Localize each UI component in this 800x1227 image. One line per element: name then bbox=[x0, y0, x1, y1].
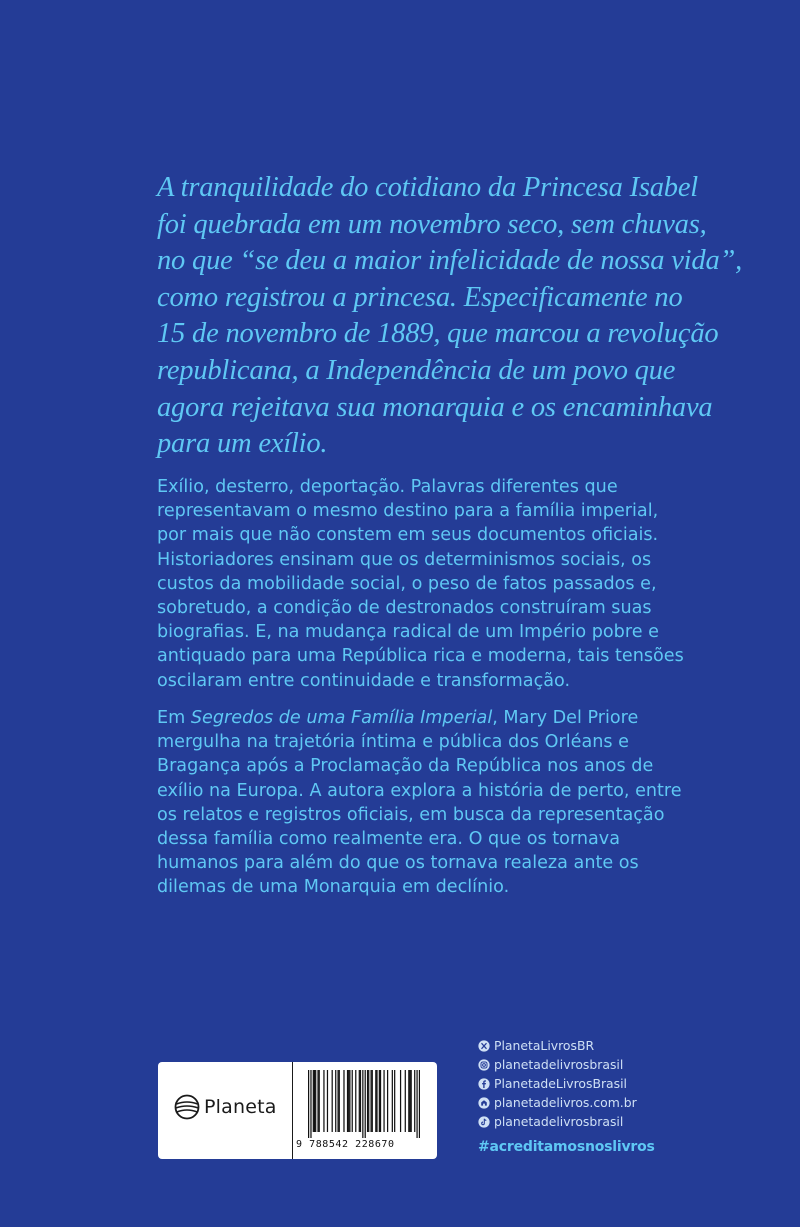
publisher-name: Planeta bbox=[204, 1096, 277, 1118]
social-handle[interactable]: planetadelivros.com.br bbox=[494, 1095, 637, 1110]
barcode-bar bbox=[308, 1070, 309, 1138]
paragraph-line: os relatos e registros oficiais, em busca da representação bbox=[157, 804, 665, 825]
pull-quote bbox=[157, 170, 743, 463]
barcode-bar bbox=[370, 1070, 371, 1132]
facebook-icon bbox=[478, 1078, 490, 1090]
barcode-bar bbox=[416, 1070, 417, 1138]
social-handle[interactable]: planetadelivrosbrasil bbox=[494, 1057, 624, 1072]
isbn-barcode bbox=[308, 1070, 420, 1138]
quote-line: como registrou a princesa. Especificamente no bbox=[157, 281, 683, 313]
quote-line: A tranquilidade do cotidiano da Princesa Isabel bbox=[157, 172, 699, 203]
paragraph-first-line bbox=[157, 706, 717, 730]
barcode-bar bbox=[379, 1070, 380, 1132]
barcode-bar bbox=[367, 1070, 368, 1132]
paragraph-line: biografias. E, na mudança radical de um Império pobre e bbox=[157, 622, 659, 643]
quote-line: foi quebrada em um novembro seco, sem chuvas, bbox=[157, 208, 707, 240]
barcode-bar bbox=[408, 1070, 409, 1132]
barcode-bar bbox=[314, 1070, 315, 1132]
barcode-bar bbox=[400, 1070, 401, 1132]
barcode-bar bbox=[349, 1070, 350, 1132]
paragraph-line: custos da mobilidade social, o peso de fatos passados e, bbox=[157, 573, 657, 594]
social-item-instagram[interactable] bbox=[478, 1055, 637, 1074]
barcode-bar bbox=[327, 1070, 328, 1132]
text-prefix: Em bbox=[157, 708, 191, 728]
barcode-bar bbox=[419, 1070, 420, 1138]
barcode-bar bbox=[352, 1070, 353, 1132]
social-handle[interactable]: PlanetadeLivrosBrasil bbox=[494, 1076, 627, 1091]
barcode-bar bbox=[317, 1070, 318, 1132]
barcode-bar bbox=[315, 1070, 316, 1132]
barcode-panel bbox=[158, 1062, 437, 1159]
barcode-bar bbox=[387, 1070, 388, 1132]
paragraph-line: mergulha na trajetória íntima e pública dos Orléans e bbox=[157, 732, 629, 753]
social-item-x[interactable] bbox=[478, 1036, 637, 1055]
barcode-bar bbox=[360, 1070, 361, 1132]
paragraph-line: representavam o mesmo destino para a família imperial, bbox=[157, 501, 659, 522]
barcode-bar bbox=[411, 1070, 412, 1132]
barcode-bar bbox=[313, 1070, 314, 1132]
paragraph-line: sobretudo, a condição de destronados construíram suas bbox=[157, 598, 652, 619]
barcode-bar bbox=[409, 1070, 410, 1132]
social-handle[interactable]: PlanetaLivrosBR bbox=[494, 1038, 595, 1053]
quote-line: no que “se deu a maior infelicidade de nossa vida”, bbox=[157, 245, 743, 277]
barcode-bar bbox=[380, 1070, 381, 1132]
barcode-bar bbox=[332, 1070, 333, 1132]
paragraph-line: Bragança após a Proclamação da República nos anos de bbox=[157, 756, 654, 777]
social-handle[interactable]: planetadelivrosbrasil bbox=[494, 1114, 624, 1129]
barcode-bar bbox=[362, 1070, 363, 1138]
barcode-bar bbox=[392, 1070, 393, 1132]
paragraph-line: por mais que não constem em seus documentos oficiais. bbox=[157, 525, 659, 546]
description-paragraph-2 bbox=[157, 706, 717, 900]
quote-line: 15 de novembro de 1889, que marcou a revolução bbox=[157, 318, 719, 350]
paragraph-line: Historiadores ensinam que os determinismos sociais, os bbox=[157, 549, 652, 570]
paragraph-line: antiquado para uma República rica e moderna, tais tensões bbox=[157, 646, 684, 667]
barcode-bar bbox=[394, 1070, 395, 1132]
quote-line: republicana, a Independência de um povo que bbox=[157, 354, 676, 386]
social-item-tiktok[interactable] bbox=[478, 1112, 637, 1131]
quote-line: para um exílio. bbox=[157, 428, 328, 460]
barcode-bar bbox=[414, 1070, 415, 1132]
barcode-bar bbox=[335, 1070, 336, 1132]
barcode-bar bbox=[359, 1070, 360, 1132]
divider bbox=[292, 1062, 293, 1159]
barcode-bar bbox=[368, 1070, 369, 1132]
barcode-bar bbox=[365, 1070, 366, 1138]
social-links bbox=[478, 1036, 637, 1131]
paragraph-line: oscilaram entre continuidade e transformação. bbox=[157, 670, 571, 691]
barcode-bar bbox=[348, 1070, 349, 1132]
website-icon bbox=[478, 1097, 490, 1109]
paragraph-line: humanos para além do que os tornava realeza ante os bbox=[157, 853, 639, 874]
barcode-bar bbox=[347, 1070, 348, 1132]
quote-line: agora rejeitava sua monarquia e os encaminhava bbox=[157, 391, 713, 423]
barcode-bar bbox=[383, 1070, 384, 1132]
x-icon bbox=[478, 1040, 490, 1052]
text-suffix: , Mary Del Priore bbox=[492, 708, 639, 728]
barcode-bar bbox=[323, 1070, 324, 1132]
paragraph-line: dilemas de uma Monarquia em declínio. bbox=[157, 877, 510, 898]
barcode-bar bbox=[375, 1070, 376, 1132]
tiktok-icon bbox=[478, 1116, 490, 1128]
instagram-icon bbox=[478, 1059, 490, 1071]
barcode-bar bbox=[343, 1070, 344, 1132]
barcode-bar bbox=[319, 1070, 320, 1132]
paragraph-line: exílio na Europa. A autora explora a história de perto, entre bbox=[157, 780, 682, 801]
book-title: Segredos de uma Família Imperial bbox=[190, 708, 493, 728]
barcode-bar bbox=[376, 1070, 377, 1132]
barcode-bar bbox=[355, 1070, 356, 1132]
social-item-facebook[interactable] bbox=[478, 1074, 637, 1093]
barcode-bar bbox=[405, 1070, 406, 1132]
publisher-logo bbox=[174, 1094, 277, 1120]
description-paragraph-1 bbox=[157, 475, 717, 693]
globe-icon bbox=[174, 1094, 200, 1120]
barcode-bar bbox=[310, 1070, 311, 1138]
barcode-bar bbox=[339, 1070, 340, 1132]
isbn-number: 9 788542 228670 bbox=[296, 1139, 395, 1150]
barcode-bar bbox=[337, 1070, 338, 1132]
social-item-website[interactable] bbox=[478, 1093, 637, 1112]
barcode-bar bbox=[372, 1070, 373, 1132]
paragraph-line: dessa família como realmente era. O que os tornava bbox=[157, 829, 620, 850]
paragraph-line: Exílio, desterro, deportação. Palavras diferentes que bbox=[157, 477, 618, 497]
hashtag: #acreditamosnoslivros bbox=[478, 1139, 655, 1155]
